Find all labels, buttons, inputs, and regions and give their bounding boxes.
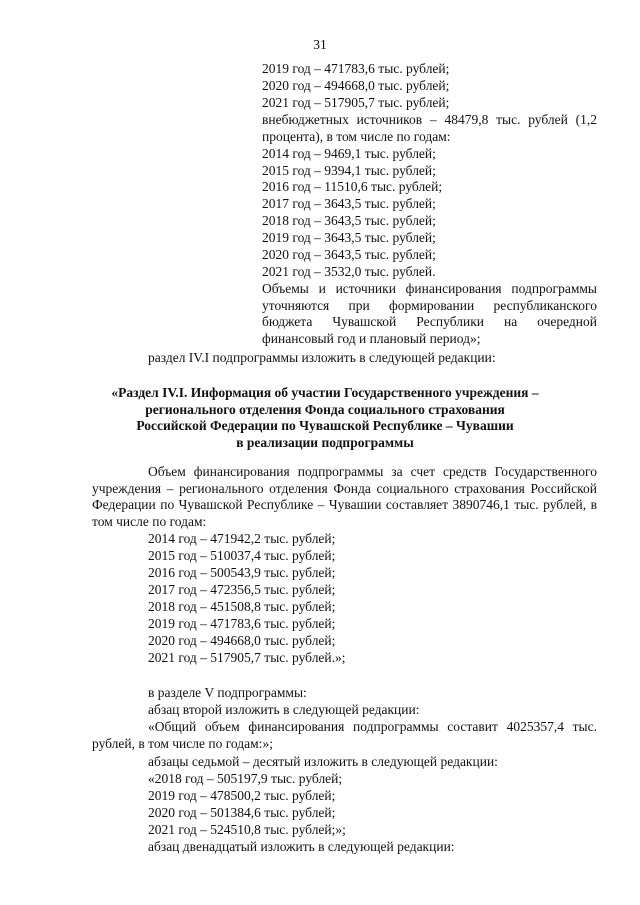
list-item: «2018 год – 505197,9 тыс. рублей; [148,771,343,786]
section-intro: раздел IV.I подпрограммы изложить в следующей редакции: [148,350,496,365]
list-item: 2016 год – 500543,9 тыс. рублей; [148,565,336,580]
list-item: 2020 год – 494668,0 тыс. рублей; [148,633,336,648]
abzac2-intro: абзац второй изложить в следующей редакции: [148,702,420,717]
list-item: 2014 год – 471942,2 тыс. рублей; [148,531,336,546]
heading-line: в реализации подпрограммы [236,434,414,450]
list-item: 2017 год – 472356,5 тыс. рублей; [148,582,336,597]
abzac7-intro: абзацы седьмой – десятый изложить в следующей редакции: [148,754,498,769]
list-item: 2021 год – 517905,7 тыс. рублей.»; [148,650,346,665]
list-item: 2021 год – 524510,8 тыс. рублей;»; [148,822,346,837]
list-item: 2020 год – 494668,0 тыс. рублей; [262,78,450,93]
list-item: 2019 год – 3643,5 тыс. рублей; [262,230,436,245]
section-heading [100,385,550,451]
page-number: 31 [313,37,327,52]
heading-line: Российской Федерации по Чувашской Республике – Чувашии [136,418,514,433]
list-item: 2015 год – 9394,1 тыс. рублей; [262,163,436,178]
extra-budget-text: внебюджетных источников – 48479,8 тыс. рублей (1,2 процента), в том числе по годам: [262,112,597,144]
clarify-text: Объемы и источники финансирования подпрограммы уточняются при формировании республиканского бюджета Чувашской Республики на очередной финансовый год и плановый период»; [262,281,597,346]
heading-line: регионального отделения Фонда социального страхования [145,401,505,417]
section-v-intro: в разделе V подпрограммы: [148,685,307,700]
list-item: 2021 год – 517905,7 тыс. рублей; [262,95,450,110]
list-item: 2020 год – 501384,6 тыс. рублей; [148,805,336,820]
list-item: 2017 год – 3643,5 тыс. рублей; [262,196,436,211]
financing-paragraph: Объем финансирования подпрограммы за счет средств Государственного учреждения – регионального отделения Фонда социального страхования Российской Федерации по Чувашской Республике – Чувашии составляет 3890746,1 тыс. рублей, в том числе по годам: [92,464,597,529]
list-item: 2020 год – 3643,5 тыс. рублей; [262,247,436,262]
abzac12-intro: абзац двенадцатый изложить в следующей редакции: [148,839,455,854]
list-item: 2019 год – 478500,2 тыс. рублей; [148,788,336,803]
list-item: 2019 год – 471783,6 тыс. рублей; [262,61,450,76]
list-item: 2016 год – 11510,6 тыс. рублей; [262,179,443,194]
list-item: 2014 год – 9469,1 тыс. рублей; [262,146,436,161]
total-quote: «Общий объем финансирования подпрограммы составит 4025357,4 тыс. рублей, в том числе по годам:»; [92,719,597,751]
list-item: 2015 год – 510037,4 тыс. рублей; [148,548,336,563]
list-item: 2021 год – 3532,0 тыс. рублей. [262,264,436,279]
list-item: 2018 год – 451508,8 тыс. рублей; [148,599,336,614]
list-item: 2019 год – 471783,6 тыс. рублей; [148,616,336,631]
list-item: 2018 год – 3643,5 тыс. рублей; [262,213,436,228]
heading-line: «Раздел IV.I. Информация об участии Государственного учреждения – [111,385,539,400]
